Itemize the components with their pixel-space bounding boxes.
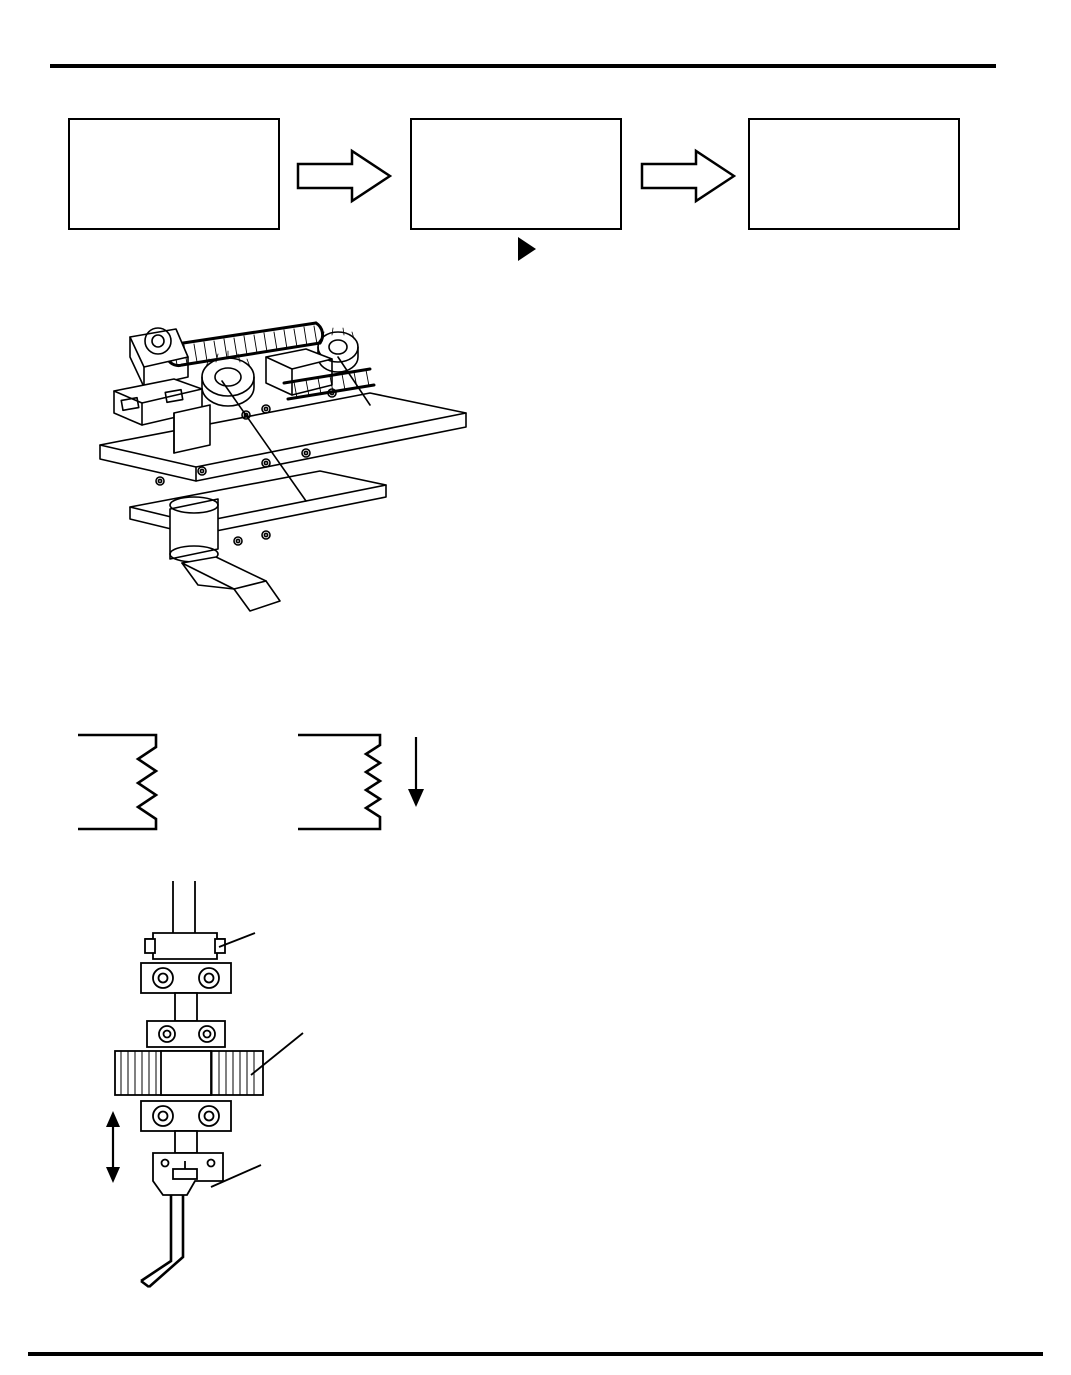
figure-mechanism xyxy=(70,295,490,615)
flow-arrow-2 xyxy=(640,148,736,204)
flow-box-2 xyxy=(410,118,622,230)
solid-triangle-marker xyxy=(518,237,536,261)
footer-rule xyxy=(28,1352,1043,1356)
flow-box-3-text xyxy=(750,120,958,136)
flow-box-1 xyxy=(68,118,280,230)
flow-box-3 xyxy=(748,118,960,230)
figure-head-assembly xyxy=(75,875,405,1295)
flow-box-2-text xyxy=(412,120,620,136)
flow-diagram xyxy=(0,110,1071,240)
flow-box-1-text xyxy=(70,120,278,136)
figure-sawtooth-profiles xyxy=(60,715,500,850)
flow-arrow-1 xyxy=(296,148,392,204)
header-rule xyxy=(50,64,996,68)
